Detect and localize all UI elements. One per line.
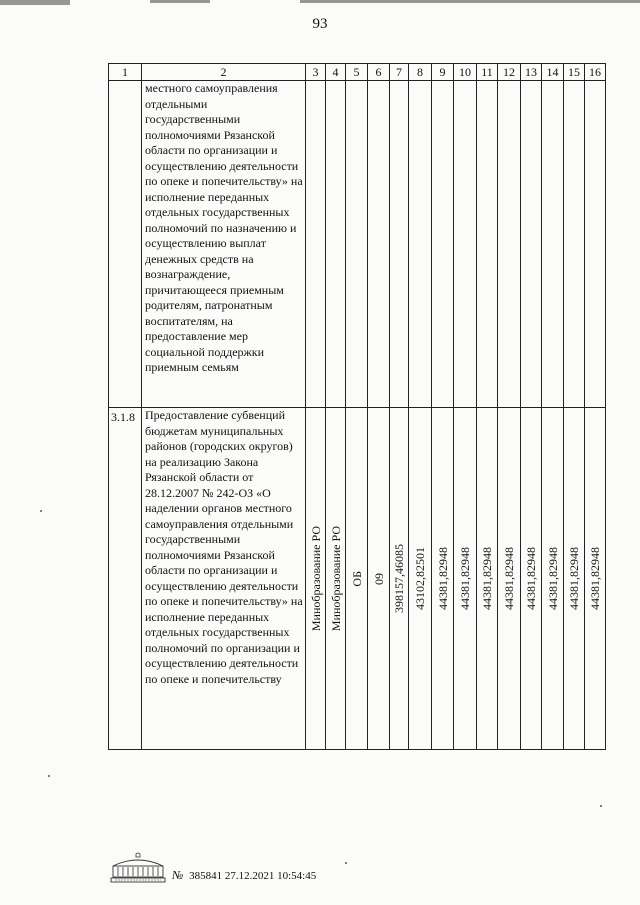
cell-value: 44381,82948 — [480, 547, 494, 610]
budget-table — [108, 63, 606, 750]
cell-value: 44381,82948 — [502, 547, 516, 610]
value-cell — [326, 81, 346, 408]
value-cell — [542, 408, 564, 750]
header-cell: 16 — [585, 64, 606, 81]
cell-value: 44381,82948 — [588, 547, 602, 610]
header-cell: 15 — [564, 64, 585, 81]
value-cell — [432, 408, 454, 750]
cell-value: ОБ — [349, 570, 364, 587]
scan-artifact — [0, 0, 70, 5]
registration-stamp — [172, 868, 316, 883]
scan-artifact — [300, 0, 640, 3]
value-cell — [521, 81, 542, 408]
header-cell: 13 — [521, 64, 542, 81]
value-cell — [306, 81, 326, 408]
table-row — [109, 408, 606, 750]
header-cell: 5 — [346, 64, 368, 81]
scan-artifact — [150, 0, 210, 3]
value-cell — [454, 408, 477, 750]
header-cell: 9 — [432, 64, 454, 81]
value-cell — [585, 408, 606, 750]
value-cell — [346, 81, 368, 408]
value-cell — [498, 408, 521, 750]
header-cell: 1 — [109, 64, 142, 81]
cell-value: 44381,82948 — [567, 547, 581, 610]
cell-value: 44381,82948 — [545, 547, 560, 610]
scan-speck — [345, 862, 347, 864]
value-cell — [368, 408, 390, 750]
header-cell: 8 — [409, 64, 432, 81]
header-cell: 3 — [306, 64, 326, 81]
value-cell — [432, 81, 454, 408]
header-cell: 7 — [390, 64, 409, 81]
value-cell — [542, 81, 564, 408]
cell-value: Минобразование РО — [308, 525, 323, 632]
header-cell: 2 — [142, 64, 306, 81]
table-row — [109, 81, 606, 408]
header-cell: 10 — [454, 64, 477, 81]
cell-value: 43102,82501 — [413, 547, 427, 610]
row-description: Предоставление субвенций бюджетам муниципальных районов (городских округов) на реализацию Закона Рязанской области от 28.12.2007 № 242-ОЗ «О наделении органов местного самоуправления отдельными государственными полномочиями Рязанской области по организации и осуществлению деятельности по опеке и попечительству» на исполнение переданных отдельных государственных полномочий по организации и осуществлению деятельности по опеке и попечительству — [145, 408, 303, 686]
scan-speck — [600, 805, 602, 807]
value-cell — [409, 81, 432, 408]
value-cell — [564, 81, 585, 408]
row-number-cell — [109, 81, 142, 408]
cell-value: Минобразование РО — [328, 525, 343, 632]
value-cell — [409, 408, 432, 750]
scan-speck — [48, 775, 50, 777]
row-number: 3.1.8 — [111, 410, 135, 424]
column-number-row — [109, 64, 606, 81]
header-cell: 6 — [368, 64, 390, 81]
value-cell — [326, 408, 346, 750]
value-cell — [346, 408, 368, 750]
value-cell — [498, 81, 521, 408]
cell-value: 09 — [371, 572, 386, 585]
government-seal-icon — [109, 852, 167, 884]
cell-value: 44381,82948 — [458, 547, 472, 610]
header-cell: 14 — [542, 64, 564, 81]
page-number: 93 — [312, 16, 328, 32]
value-cell — [390, 81, 409, 408]
value-cell — [454, 81, 477, 408]
value-cell — [585, 81, 606, 408]
value-cell — [368, 81, 390, 408]
registration-number-sign: № — [172, 868, 184, 882]
value-cell — [477, 81, 498, 408]
row-number-cell — [109, 408, 142, 750]
row-number — [109, 81, 141, 83]
value-cell — [564, 408, 585, 750]
scan-speck — [40, 510, 42, 512]
description-cell — [142, 81, 306, 408]
cell-value: 44381,82948 — [524, 547, 538, 610]
cell-value: 398157,46085 — [392, 544, 406, 613]
value-cell — [477, 408, 498, 750]
cell-value: 44381,82948 — [435, 547, 450, 610]
value-cell — [521, 408, 542, 750]
description-cell — [142, 408, 306, 750]
value-cell — [390, 408, 409, 750]
registration-info: 385841 27.12.2021 10:54:45 — [189, 870, 317, 882]
row-description: местного самоуправления отдельными государственными полномочиями Рязанской области по организации и осуществлению деятельности по опеке и попечительству» на исполнение переданных отдельных государственных полномочий по назначению и осуществлению выплат денежных средств на вознаграждение, причитающееся приемным родителям, патронатным воспитателям, на предоставление мер социальной поддержки приемным семьям — [145, 81, 303, 374]
header-cell: 12 — [498, 64, 521, 81]
header-cell: 11 — [477, 64, 498, 81]
header-cell: 4 — [326, 64, 346, 81]
value-cell — [306, 408, 326, 750]
